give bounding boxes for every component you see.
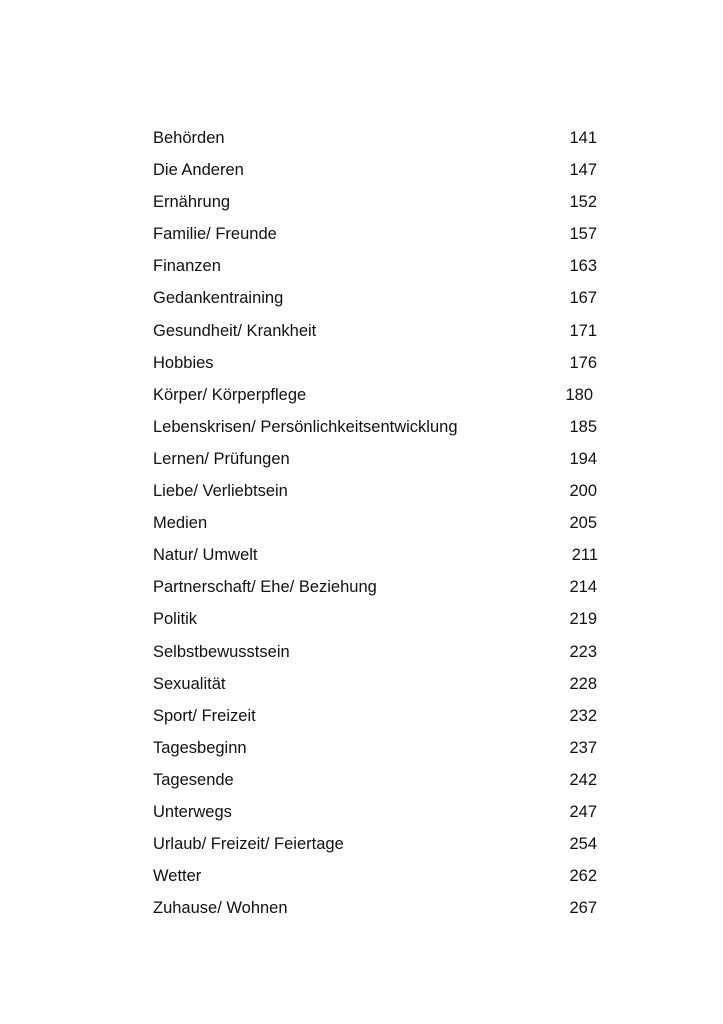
toc-entry-page: 228 <box>569 674 597 693</box>
toc-entry <box>153 383 597 415</box>
toc-entry-page: 152 <box>569 193 597 212</box>
toc-entry <box>153 896 597 928</box>
toc-entry-page: 200 <box>569 482 597 501</box>
toc-entry-page: 157 <box>569 225 597 244</box>
toc-entry <box>153 415 597 447</box>
toc-entry-page: 185 <box>569 417 597 436</box>
toc-entry-page: 223 <box>569 642 597 661</box>
toc-entry-title: Selbstbewusstsein <box>153 642 290 661</box>
toc-entry <box>153 800 597 832</box>
toc-entry-page: 219 <box>569 610 597 629</box>
toc-entry <box>153 286 597 318</box>
toc-entry-page: 262 <box>569 867 597 886</box>
toc-entry <box>153 704 597 736</box>
toc-entry-page: 176 <box>569 353 597 372</box>
toc-entry <box>153 607 597 639</box>
toc-entry <box>153 479 597 511</box>
toc-entry <box>153 672 597 704</box>
toc-entry-title: Lebenskrisen/ Persönlichkeitsentwicklung <box>153 417 458 436</box>
toc-entry-title: Behörden <box>153 129 225 147</box>
toc-entry-page: 232 <box>569 706 597 725</box>
toc-entry <box>153 190 597 222</box>
toc-entry <box>153 351 597 383</box>
toc-entry-title: Finanzen <box>153 257 221 276</box>
toc-entry <box>153 222 597 254</box>
toc-entry-title: Gedankentraining <box>153 289 284 308</box>
toc-entry <box>153 575 597 607</box>
toc-entry-title: Natur/ Umwelt <box>153 546 258 565</box>
toc-entry-title: Körper/ Körperpflege <box>153 385 307 404</box>
toc-entry-page: 214 <box>569 578 597 597</box>
toc-entry-title: Unterwegs <box>153 802 232 821</box>
toc-entry-page: 147 <box>569 161 597 180</box>
toc-entry-page: 205 <box>569 514 597 533</box>
toc-entry-title: Sexualität <box>153 674 226 693</box>
toc-entry-title: Liebe/ Verliebtsein <box>153 482 288 501</box>
toc-entry <box>153 543 597 575</box>
toc-entry-title: Medien <box>153 514 208 533</box>
toc-entry-page: 211 <box>571 546 598 565</box>
toc-entry <box>153 319 597 351</box>
toc-entry-title: Politik <box>153 610 198 629</box>
toc-entry-title: Die Anderen <box>153 161 244 180</box>
toc-entry-page: 180 <box>565 385 593 404</box>
toc-entry <box>153 158 597 190</box>
toc-entry <box>153 864 597 896</box>
toc-entry-title: Wetter <box>153 867 202 886</box>
toc-entry <box>153 511 597 543</box>
toc-entry <box>153 832 597 864</box>
toc-entry-title: Zuhause/ Wohnen <box>153 899 288 918</box>
toc-entry <box>153 126 597 158</box>
toc-entry-page: 163 <box>569 257 597 276</box>
toc-entry-title: Sport/ Freizeit <box>153 706 256 725</box>
toc-entry-page: 237 <box>569 738 597 757</box>
toc-entry-title: Urlaub/ Freizeit/ Feiertage <box>153 835 344 854</box>
toc-entry <box>153 768 597 800</box>
toc-entry-page: 254 <box>569 835 597 854</box>
toc-entry-title: Familie/ Freunde <box>153 225 277 244</box>
toc-entry-title: Tagesende <box>153 770 234 789</box>
toc-entry-title: Tagesbeginn <box>153 738 247 757</box>
toc-entry-page: 242 <box>569 770 597 789</box>
toc-entry-page: 167 <box>569 289 597 308</box>
toc-entry-title: Lernen/ Prüfungen <box>153 449 290 468</box>
toc-entry-page: 267 <box>569 899 597 918</box>
table-of-contents <box>153 126 597 928</box>
toc-entry <box>153 447 597 479</box>
toc-entry-title: Ernährung <box>153 193 231 212</box>
toc-entry-page: 141 <box>569 129 597 147</box>
toc-entry-page: 247 <box>569 802 597 821</box>
toc-entry-title: Partnerschaft/ Ehe/ Beziehung <box>153 578 377 597</box>
toc-entry-title: Gesundheit/ Krankheit <box>153 321 317 340</box>
toc-entry-page: 194 <box>569 449 597 468</box>
toc-entry <box>153 736 597 768</box>
toc-entry <box>153 254 597 286</box>
toc-entry <box>153 640 597 672</box>
toc-entry-title: Hobbies <box>153 353 214 372</box>
toc-entry-page: 171 <box>569 321 597 340</box>
